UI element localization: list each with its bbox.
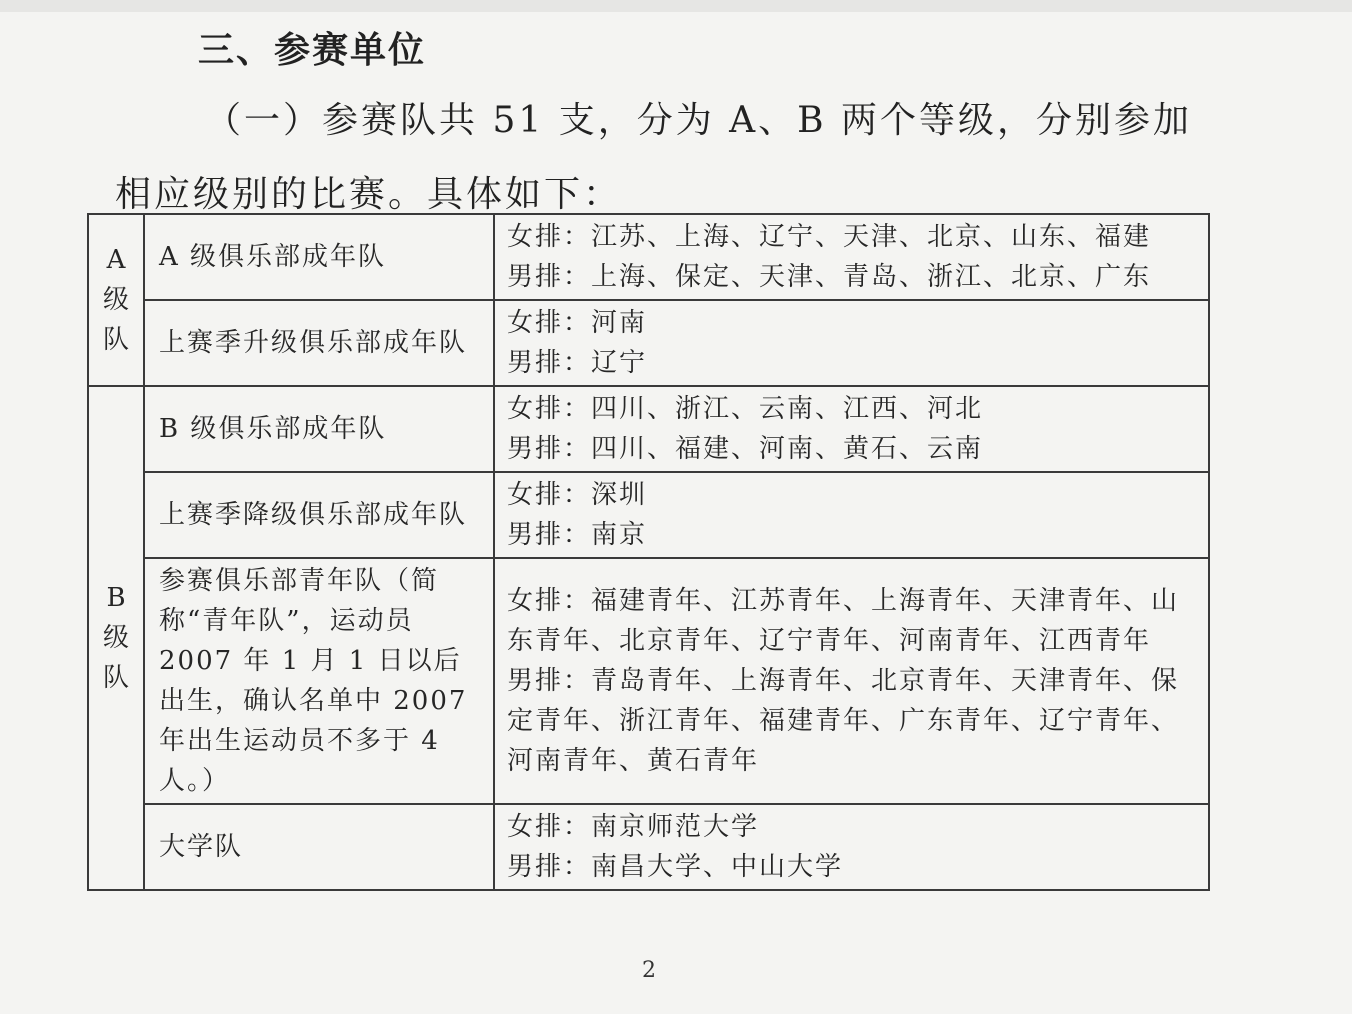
category-cell	[144, 804, 494, 890]
table-row	[88, 472, 1209, 558]
category-label: 大学队	[159, 832, 244, 862]
table-row	[88, 804, 1209, 890]
women-teams: 女排：四川、浙江、云南、江西、河北	[507, 394, 984, 424]
teams-cell	[494, 472, 1209, 558]
category-label: 上赛季降级俱乐部成年队	[159, 500, 468, 530]
table-row	[88, 558, 1209, 804]
intro-line-1: （一）参赛队共 51 支，分为 A、B 两个等级，分别参加	[205, 100, 1193, 141]
category-label: 参赛俱乐部青年队（简称“青年队”，运动员 2007 年 1 月 1 日以后出生，确认名单中 2007 年出生运动员不多于 4 人。）	[159, 566, 468, 796]
teams-table	[87, 213, 1210, 891]
category-cell	[144, 386, 494, 472]
men-teams: 男排：南昌大学、中山大学	[507, 852, 844, 882]
category-cell	[144, 214, 494, 300]
section-heading: 三、参赛单位	[198, 30, 427, 71]
teams-cell	[494, 214, 1209, 300]
level-a-label: A 级队	[102, 245, 129, 355]
teams-cell	[494, 386, 1209, 472]
level-b-cell	[88, 386, 144, 890]
men-teams: 男排：辽宁	[507, 348, 648, 378]
table-row	[88, 386, 1209, 472]
category-cell	[144, 300, 494, 386]
women-teams: 女排：深圳	[507, 480, 648, 510]
level-b-label: B 级队	[102, 583, 129, 693]
women-teams: 女排：福建青年、江苏青年、上海青年、天津青年、山东青年、北京青年、辽宁青年、河南青年、江西青年	[507, 586, 1180, 656]
teams-cell	[494, 804, 1209, 890]
table-row	[88, 214, 1209, 300]
women-teams: 女排：江苏、上海、辽宁、天津、北京、山东、福建	[507, 222, 1152, 252]
intro-line-2: 相应级别的比赛。具体如下：	[115, 174, 623, 215]
category-label: 上赛季升级俱乐部成年队	[159, 328, 468, 358]
scan-top-edge	[0, 0, 1352, 12]
women-teams: 女排：南京师范大学	[507, 812, 760, 842]
men-teams: 男排：上海、保定、天津、青岛、浙江、北京、广东	[507, 262, 1152, 292]
teams-cell	[494, 300, 1209, 386]
category-label: A 级俱乐部成年队	[159, 242, 387, 272]
teams-cell	[494, 558, 1209, 804]
men-teams: 男排：南京	[507, 520, 648, 550]
category-cell	[144, 558, 494, 804]
men-teams: 男排：青岛青年、上海青年、北京青年、天津青年、保定青年、浙江青年、福建青年、广东青年、辽宁青年、河南青年、黄石青年	[507, 666, 1180, 776]
level-a-cell	[88, 214, 144, 386]
category-label: B 级俱乐部成年队	[159, 414, 387, 444]
women-teams: 女排：河南	[507, 308, 648, 338]
category-cell	[144, 472, 494, 558]
table-row	[88, 300, 1209, 386]
men-teams: 男排：四川、福建、河南、黄石、云南	[507, 434, 984, 464]
page-number: 2	[642, 958, 656, 983]
